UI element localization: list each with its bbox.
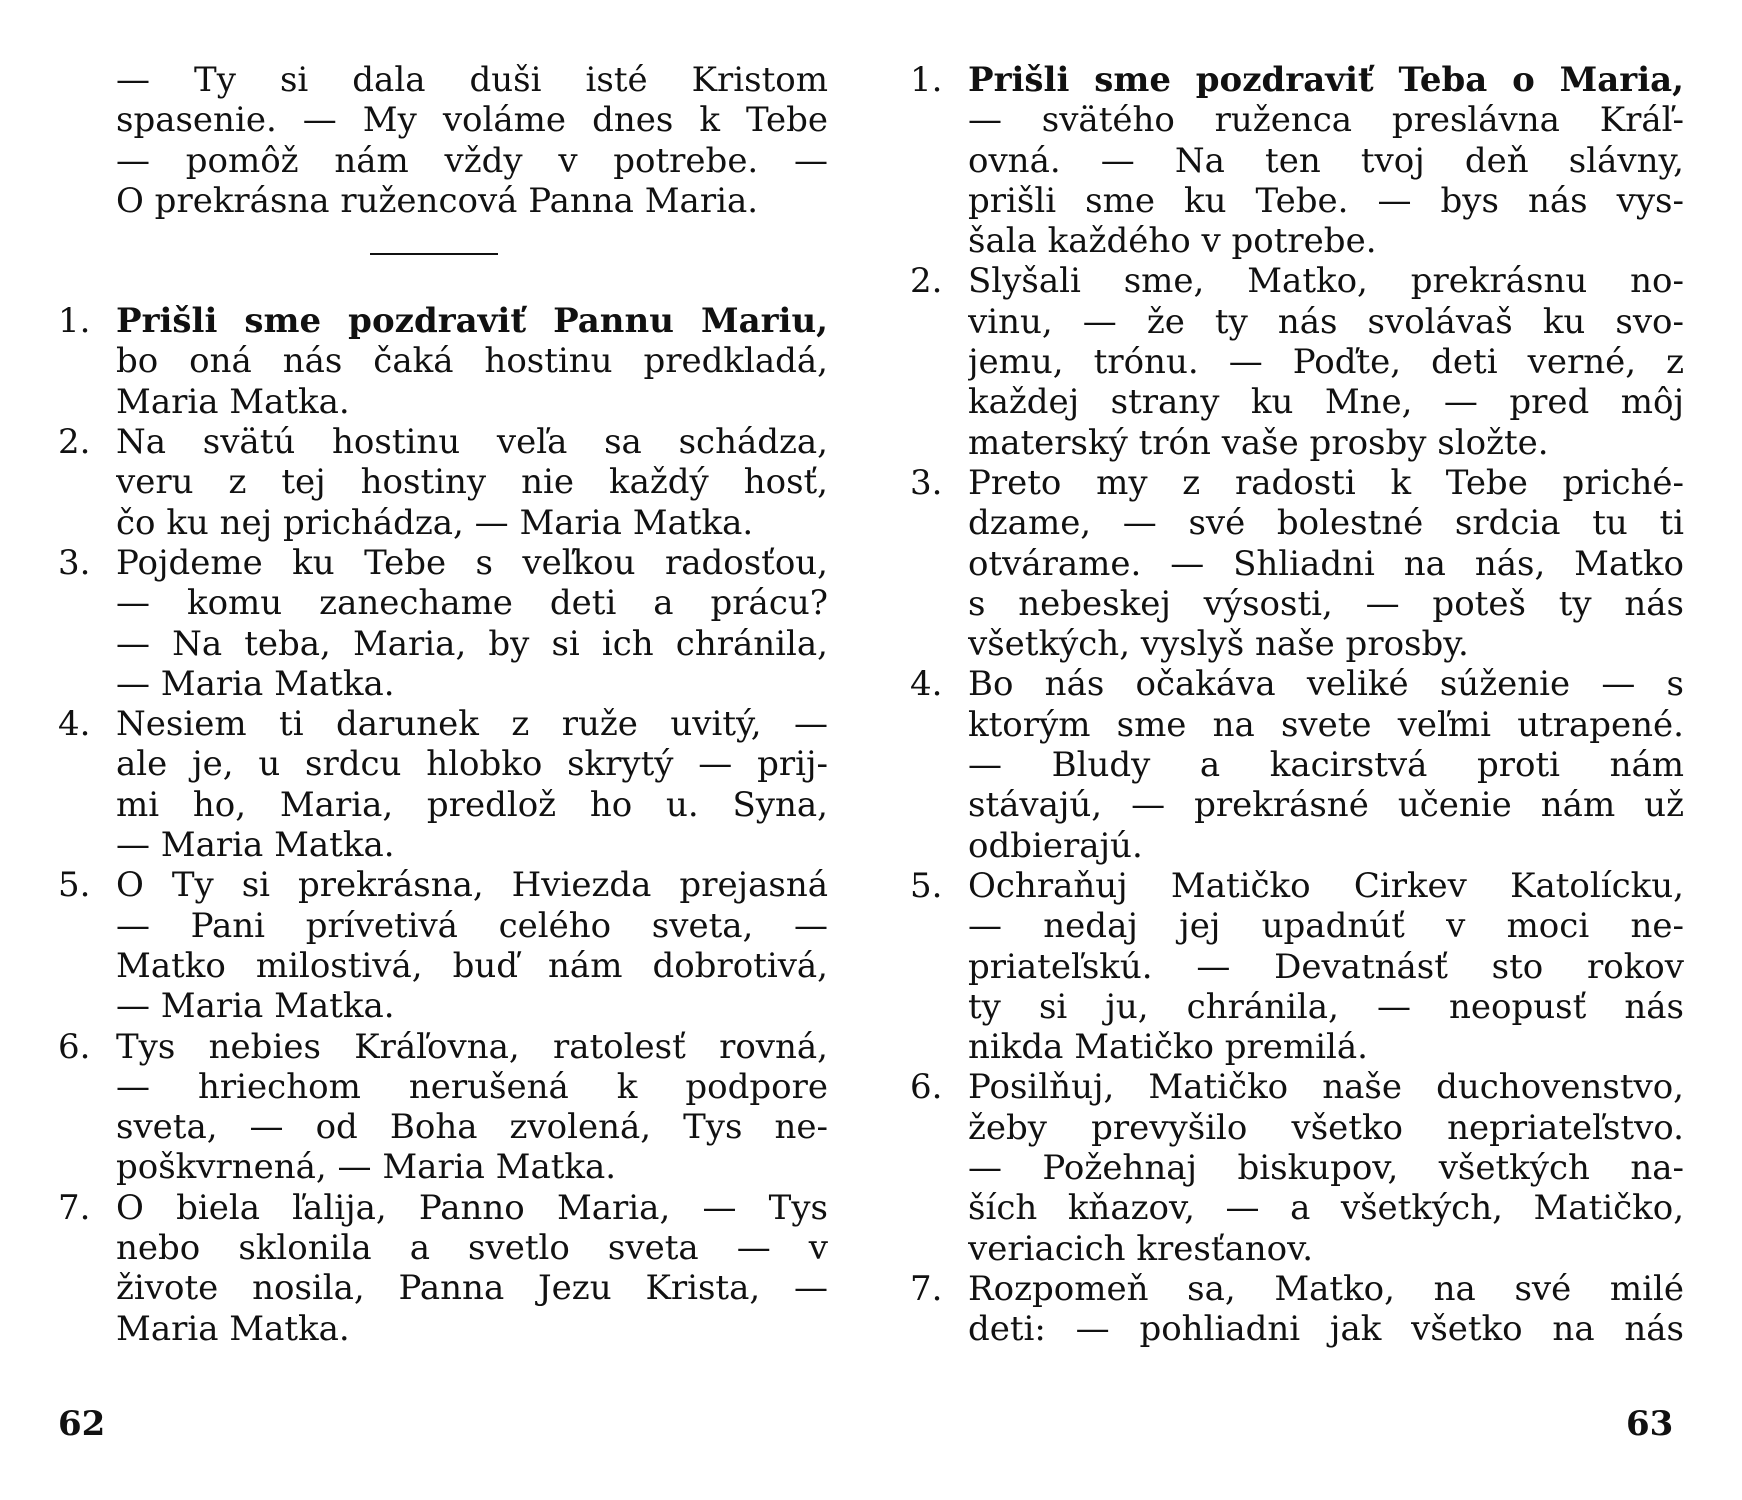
verse-3 [58,543,828,704]
verse-line: poškvrnená, — Maria Matka. [116,1147,617,1188]
verse-line: ktorým sme na svete veľmi utrapené. [968,704,1684,745]
page-number-left: 62 [58,1404,106,1444]
verse-6 [910,1067,1684,1268]
verse-line: O Ty si prekrásna, Hviezda prejasná [116,865,828,906]
verse-line: šala každého v potrebe. [968,221,1377,262]
verse-line: stávajú, — prekrásné učenie nám už [968,785,1684,826]
verse-line: Prišli sme pozdraviť Teba o Maria, [968,60,1684,100]
verse-line: priateľskú. — Devatnásť sto rokov [968,946,1684,987]
verse-line: Ochraňuj Matičko Cirkev Katolícku, [968,865,1684,906]
prelude-line: — pomôž nám vždy v potrebe. — [116,140,828,181]
verse-line: odbierajú. [968,825,1143,866]
verse-number: 6. [58,1026,91,1067]
verse-line: Matko milostivá, buď nám dobrotivá, [116,945,828,986]
verse-line: Nesiem ti darunek z ruže uvitý, — [116,704,828,745]
verse-line: — nedaj jej upadnúť v moci ne- [968,906,1684,947]
verse-line: Maria Matka. [116,381,350,422]
verse-line: nikda Matičko premilá. [968,1027,1368,1068]
verse-number: 1. [910,60,943,100]
verse-7 [910,1269,1684,1350]
verse-line: deti: — pohliadni jak všetko na nás [968,1309,1684,1350]
verse-line: ších kňazov, — a všetkých, Matičko, [968,1188,1684,1229]
section-divider [58,221,828,301]
verse-line: Rozpomeň sa, Matko, na své milé [968,1268,1684,1309]
verse-line: Tys nebies Kráľovna, ratolesť rovná, [116,1026,828,1067]
prelude-line: O prekrásna ružencová Panna Maria. [116,180,759,221]
verse-line: — Maria Matka. [116,825,395,866]
verse-line: prišli sme ku Tebe. — bys nás vys- [968,180,1684,221]
verse-number: 4. [58,704,91,745]
verse-line: — hriechom nerušená k podpore [116,1066,828,1107]
verse-number: 6. [910,1067,943,1108]
verse-line: živote nosila, Panna Jezu Krista, — [116,1268,828,1309]
verse-line: veriacich kresťanov. [968,1228,1314,1269]
verse-number: 2. [58,422,91,463]
verse-line: žeby prevyšilo všetko nepriateľstvo. [968,1107,1684,1148]
verse-5 [910,866,1684,1067]
verse-line: Slyšali sme, Matko, prekrásnu no- [968,261,1684,302]
verse-number: 7. [910,1268,943,1309]
verse-line: ty si ju, chránila, — neopusť nás [968,986,1684,1027]
verse-line: Na svätú hostinu veľa sa schádza, [116,422,828,463]
verse-line: Maria Matka. [116,1308,350,1349]
verse-2 [910,261,1684,462]
verse-5 [58,865,828,1026]
verse-line: Pojdeme ku Tebe s veľkou radosťou, [116,542,828,583]
verse-line: — Požehnaj biskupov, všetkých na- [968,1148,1684,1189]
prelude-line: spasenie. — My voláme dnes k Tebe [116,100,828,141]
verse-2 [58,422,828,543]
verse-line: — svätého ruženca preslávna Kráľ- [968,100,1684,141]
verse-line: — Maria Matka. [116,663,395,704]
verse-line: materský trón vaše prosby složte. [968,422,1549,463]
verse-number: 3. [58,542,91,583]
verse-number: 5. [910,865,943,906]
verse-line: ovná. — Na ten tvoj deň slávny, [968,140,1684,181]
verse-number: 4. [910,664,943,705]
verse-number: 2. [910,261,943,302]
verse-line: nebo sklonila a svetlo sveta — v [116,1228,828,1269]
verse-line: jemu, trónu. — Poďte, deti verné, z [968,342,1684,383]
verse-line: všetkých, vyslyš naše prosby. [968,624,1469,665]
verse-number: 3. [910,462,943,503]
verse-line: — Pani prívetivá celého sveta, — [116,905,828,946]
verse-line: s nebeskej výsosti, — poteš ty nás [968,583,1684,624]
verse-line: O biela ľalija, Panno Maria, — Tys [116,1187,828,1228]
verse-line: čo ku nej prichádza, — Maria Matka. [116,502,754,543]
verse-line: Preto my z radosti k Tebe priché- [968,462,1684,503]
verse-line: Bo nás očakáva veliké súženie — s [968,664,1684,705]
verse-line: dzame, — své bolestné srdcia tu ti [968,503,1684,544]
verse-4 [58,704,828,865]
prelude-stanza [58,60,828,221]
page-number-right: 63 [1626,1404,1674,1444]
verse-line: — komu zanechame deti a prácu? [116,583,828,624]
verse-line: každej strany ku Mne, — pred môj [968,382,1684,423]
verse-1 [910,60,1684,261]
verse-line: vinu, — že ty nás svolávaš ku svo- [968,301,1684,342]
verse-line: otvárame. — Shliadni na nás, Matko [968,543,1684,584]
verse-line: Prišli sme pozdraviť Pannu Mariu, [116,301,828,342]
verse-line: ale je, u srdcu hlobko skrytý — prij- [116,744,828,785]
verse-6 [58,1027,828,1188]
verse-number: 7. [58,1187,91,1228]
verse-line: — Maria Matka. [116,986,395,1027]
right-page [910,60,1684,1350]
verse-1 [58,301,828,422]
verse-7 [58,1188,828,1349]
verse-number: 1. [58,301,91,342]
verse-line: — Bludy a kacirstvá proti nám [968,745,1684,786]
verse-line: Posilňuj, Matičko naše duchovenstvo, [968,1067,1684,1108]
verse-line: sveta, — od Boha zvolená, Tys ne- [116,1107,828,1148]
verse-line: — Na teba, Maria, by si ich chránila, [116,623,828,664]
verse-3 [910,463,1684,664]
verse-line: bo oná nás čaká hostinu predkladá, [116,341,828,382]
verse-4 [910,664,1684,865]
left-page [58,60,828,1349]
verse-line: veru z tej hostiny nie každý hosť, [116,462,828,503]
verse-number: 5. [58,865,91,906]
verse-line: mi ho, Maria, predlož ho u. Syna, [116,784,828,825]
prelude-line: — Ty si dala duši isté Kristom [116,60,828,100]
